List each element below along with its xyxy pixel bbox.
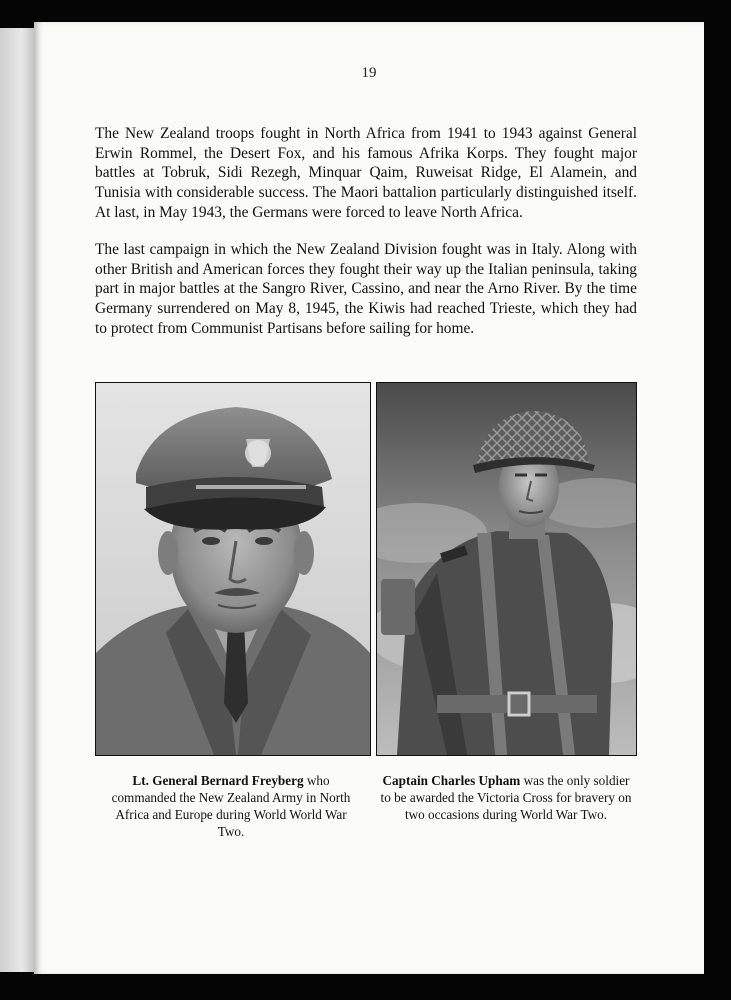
book-spine-edge <box>0 28 36 972</box>
photo-upham <box>376 382 637 756</box>
paragraph-italy: The last campaign in which the New Zealand Division fought was in Italy. Along with other British and American forces they fought their way up the Italian peninsula, taking part in major battles at the Sangro River, Cassino, and near the Arno River. By the time Germany surrendered on May 8, 1945, the Kiwis had reached Trieste, which they had to protect from Communist Partisans before sailing for home. <box>95 241 637 337</box>
caption-upham-text: was the only soldier to be awarded the Victoria Cross for bravery on two occasions during World War Two. <box>380 773 632 822</box>
caption-freyberg-name: Lt. General Bernard Freyberg <box>132 773 304 788</box>
photo-freyberg-image <box>96 383 370 755</box>
caption-upham-name: Captain Charles Upham <box>382 773 521 788</box>
caption-freyberg-text: who commanded the New Zealand Army in North Africa and Europe during World World War Two. <box>111 773 351 839</box>
caption-upham <box>377 772 635 823</box>
caption-freyberg <box>106 772 356 840</box>
page-number: 19 <box>361 65 377 81</box>
photo-upham-image <box>377 383 636 755</box>
photo-freyberg <box>95 382 371 756</box>
paragraph-north-africa: The New Zealand troops fought in North Africa from 1941 to 1943 against General Erwin Rommel, the Desert Fox, and his famous Afrika Korps. They fought major battles at Tobruk, Sidi Rezegh, Minquar Qaim, Ruweisat Ridge, El Alamein, and Tunisia with considerable success. The Maori battalion particularly distinguished itself. At last, in May 1943, the Germans were forced to leave North Africa. <box>95 125 637 221</box>
book-page <box>34 22 704 974</box>
